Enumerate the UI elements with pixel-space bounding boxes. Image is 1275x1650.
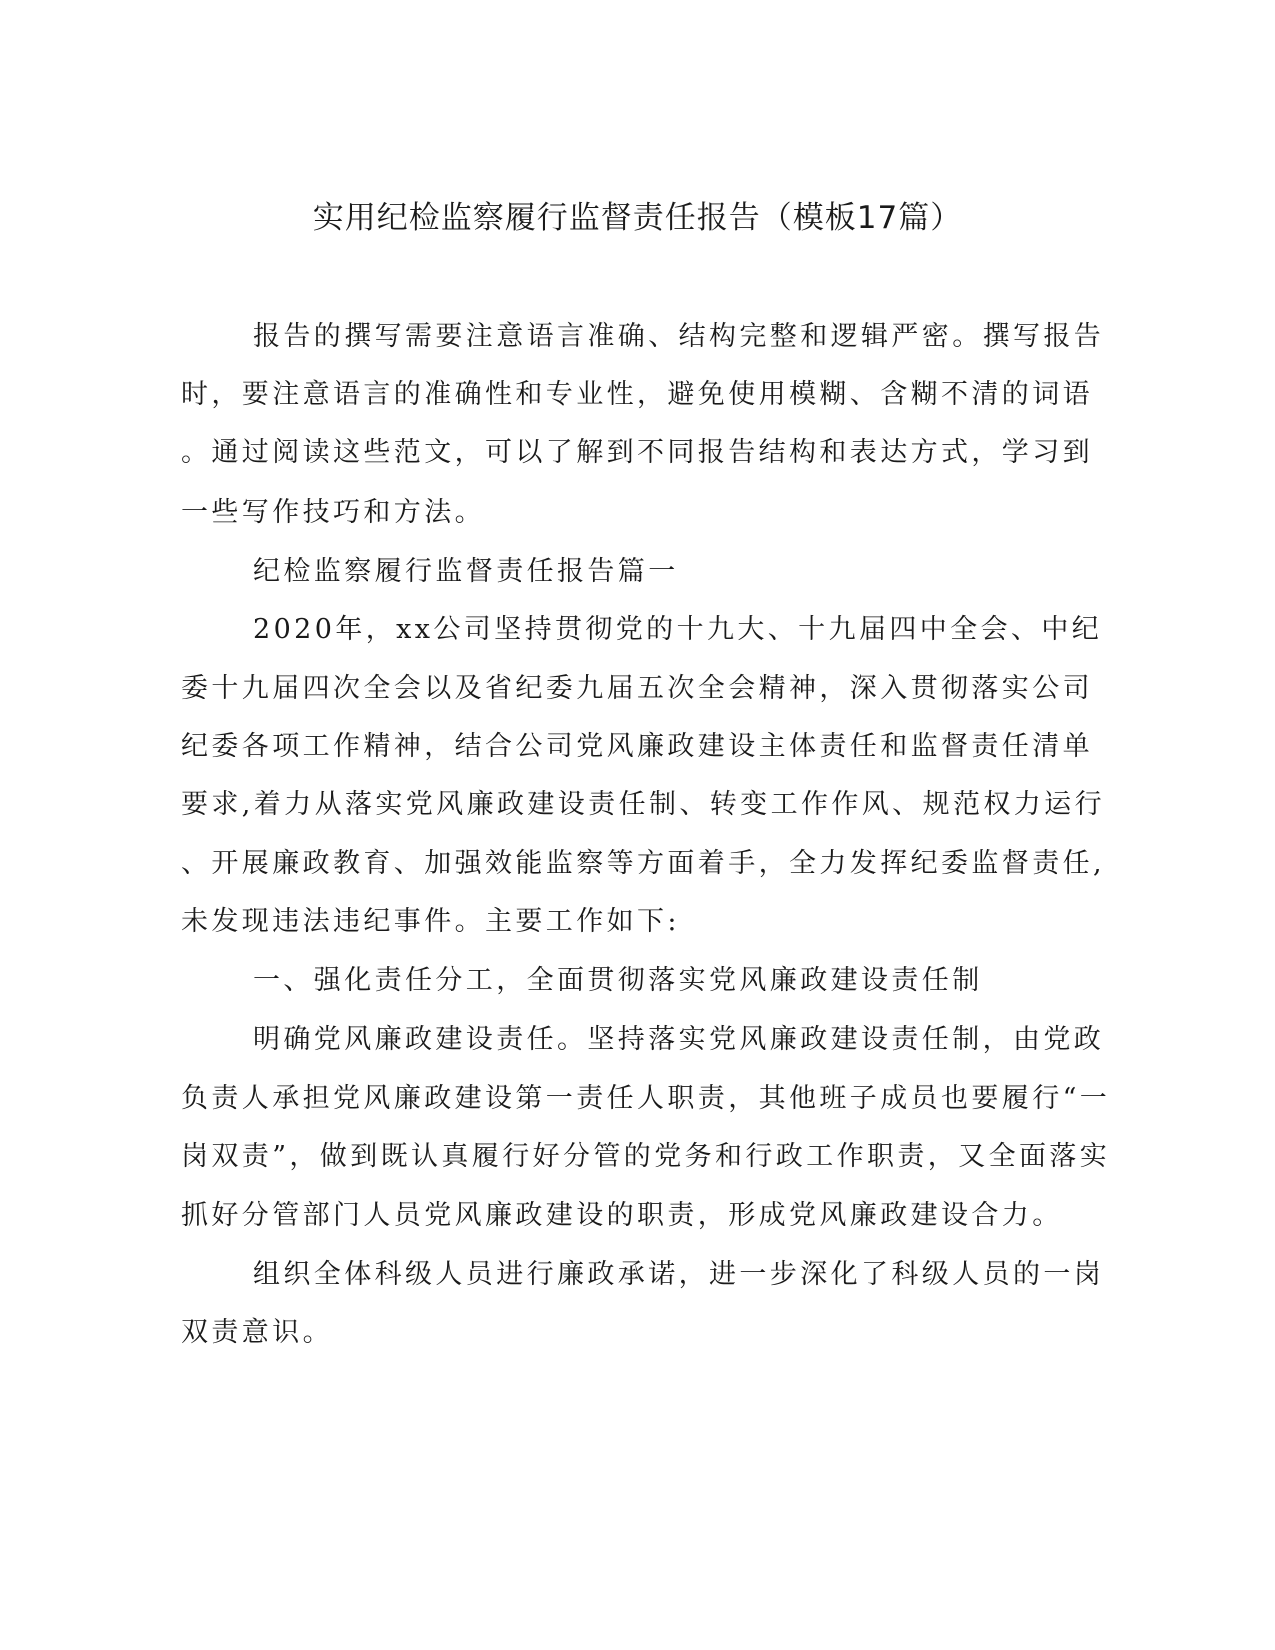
paragraph-line: 报告的撰写需要注意语言准确、结构完整和逻辑严密。撰写报告 xyxy=(253,321,1105,352)
paragraph-line: 纪委各项工作精神，结合公司党风廉政建设主体责任和监督责任清单 xyxy=(181,731,1093,762)
paragraph-line: 未发现违法违纪事件。主要工作如下: xyxy=(181,906,680,937)
paragraph-line: 一些写作技巧和方法。 xyxy=(181,497,485,528)
paragraph-line: 2020年，xx公司坚持贯彻党的十九大、十九届四中全会、中纪 xyxy=(253,614,1103,645)
section-heading: 纪检监察履行监督责任报告篇一 xyxy=(253,556,679,587)
paragraph-line: 委十九届四次全会以及省纪委九届五次全会精神，深入贯彻落实公司 xyxy=(181,673,1093,704)
paragraph-line: 组织全体科级人员进行廉政承诺，进一步深化了科级人员的一岗 xyxy=(253,1259,1105,1290)
paragraph-line: 。通过阅读这些范文，可以了解到不同报告结构和表达方式，学习到 xyxy=(181,437,1093,468)
paragraph-line: 时，要注意语言的准确性和专业性，避免使用模糊、含糊不清的词语 xyxy=(181,379,1093,410)
paragraph-line: 负责人承担党风廉政建设第一责任人职责，其他班子成员也要履行“一 xyxy=(181,1083,1111,1114)
paragraph-line: 、开展廉政教育、加强效能监察等方面着手，全力发挥纪委监督责任, xyxy=(181,848,1105,879)
paragraph-line: 双责意识。 xyxy=(181,1317,333,1348)
paragraph-line: 要求,着力从落实党风廉政建设责任制、转变工作作风、规范权力运行 xyxy=(181,789,1105,820)
document-title: 实用纪检监察履行监督责任报告（模板17篇） xyxy=(312,200,963,236)
paragraph-line: 抓好分管部门人员党风廉政建设的职责，形成党风廉政建设合力。 xyxy=(181,1200,1063,1231)
paragraph-line: 明确党风廉政建设责任。坚持落实党风廉政建设责任制，由党政 xyxy=(253,1024,1105,1055)
subsection-heading: 一、强化责任分工，全面贯彻落实党风廉政建设责任制 xyxy=(253,965,983,996)
paragraph-line: 岗双责”，做到既认真履行好分管的党务和行政工作职责，又全面落实 xyxy=(181,1141,1111,1172)
